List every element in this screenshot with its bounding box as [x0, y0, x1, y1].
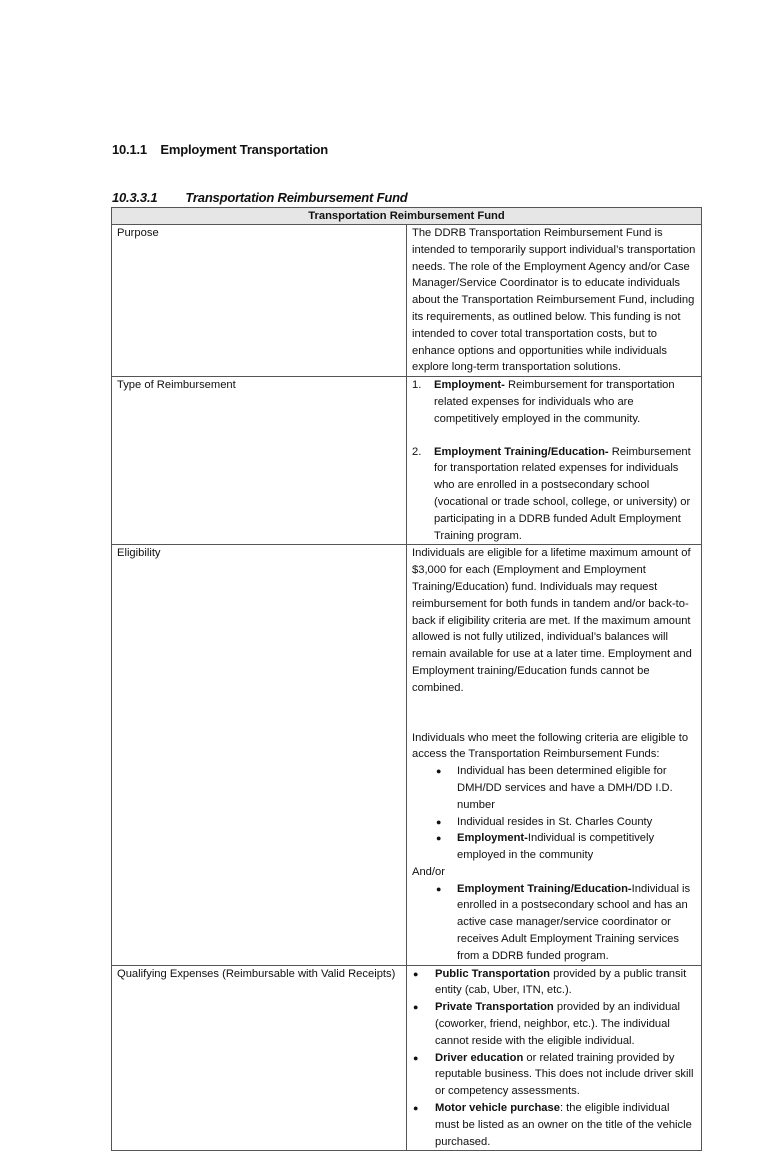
- row-label-qualifying-expenses: Qualifying Expenses (Reimbursable with Valid Receipts): [112, 965, 407, 1151]
- section-number: 10.1.1: [112, 142, 147, 157]
- bullet-icon: ●: [413, 1052, 419, 1063]
- item-text: Reimbursement for transportation related expenses for individuals who are competitively employed in the community.: [434, 379, 675, 425]
- bullet-icon: ●: [436, 833, 442, 844]
- row-label-purpose: Purpose: [112, 225, 407, 377]
- type-cell: [407, 377, 702, 545]
- item-bold: Employment-: [434, 379, 505, 392]
- bullet-icon: ●: [413, 968, 419, 979]
- list-item: [412, 377, 696, 427]
- bullet-icon: ●: [413, 1103, 419, 1114]
- purpose-paragraph: The DDRB Transportation Reimbursement Fund is intended to temporarily support individual’s transportation needs. The role of the Employment Agency and/or Case Manager/Service Coordinator is to educate individuals about the Transportation Reimbursement Fund, including its requirements, as outlined below. This funding is not intended to cover total transportation costs, but to enhance options and opportunities while individuals explore long-term transportation solutions.: [412, 227, 696, 374]
- eligibility-criteria-list: [412, 763, 696, 864]
- table-row-type: [112, 377, 702, 545]
- reimbursement-fund-table: [111, 207, 702, 1151]
- subsection-heading-reimbursement-fund: [112, 190, 408, 205]
- purpose-text: [407, 225, 702, 377]
- eligibility-cell: [407, 545, 702, 965]
- bullet-icon: ●: [413, 1002, 419, 1013]
- row-label-type: Type of Reimbursement: [112, 377, 407, 545]
- list-item: ● Private Transportation provided by an individual (coworker, friend, neighbor, etc.). The individual cannot reside with the eligible individual.: [413, 1001, 681, 1047]
- list-number: 1.: [412, 379, 422, 392]
- subsection-number: 10.3.3.1: [112, 190, 158, 205]
- eligibility-paragraph-1: Individuals are eligible for a lifetime maximum amount of $3,000 for each (Employment and Employment Training/Education) fund. Individuals may request reimbursement for both funds in tandem and/or back-to-back if eligibility criteria are met. If the maximum amount allowed is not fully utilized, individual’s balances will remain available for use at a later time. Employment and Employment training/Education funds cannot be combined.: [412, 547, 692, 694]
- bullet-icon: ●: [436, 816, 442, 827]
- table-header: Transportation Reimbursement Fund: [112, 208, 702, 225]
- table-row-eligibility: [112, 545, 702, 965]
- eligibility-criteria-list-2: [412, 881, 696, 965]
- qualifying-cell: [407, 965, 702, 1151]
- table-row-purpose: [112, 225, 702, 377]
- and-or-text: And/or: [412, 865, 445, 878]
- item-text: Reimbursement for transportation related expenses for individuals who are enrolled in a postsecondary school (vocational or trade school, college, or university) or participating in a DDRB funded Adult Employment Training program.: [434, 445, 691, 542]
- list-item: ● Employment Training/Education-Individual is enrolled in a postsecondary school and has an active case manager/service coordinator or receives Adult Employment Training services from a DDRB funded program.: [436, 882, 691, 962]
- bullet-icon: ●: [436, 883, 442, 894]
- eligibility-paragraph-2: Individuals who meet the following criteria are eligible to access the Transportation Reimbursement Funds:: [412, 731, 689, 761]
- list-item: ● Employment-Individual is competitively employed in the community: [436, 832, 655, 862]
- list-item: ● Motor vehicle purchase: the eligible individual must be listed as an owner on the title of the vehicle purchased.: [413, 1102, 692, 1148]
- table-header-row: [112, 208, 702, 225]
- type-list: [412, 377, 696, 544]
- item-bold: Employment Training/Education-: [434, 445, 609, 458]
- list-item: ● Individual has been determined eligible for DMH/DD services and have a DMH/DD I.D. number: [436, 765, 673, 811]
- row-label-eligibility: Eligibility: [112, 545, 407, 965]
- table-row-qualifying-expenses: [112, 965, 702, 1151]
- list-number: 2.: [412, 445, 422, 458]
- list-item: ● Public Transportation provided by a public transit entity (cab, Uber, ITN, etc.).: [413, 967, 687, 997]
- list-item: ● Driver education or related training provided by reputable business. This does not include driver skill or competency assessments.: [413, 1051, 694, 1098]
- qualifying-expenses-list: [412, 966, 696, 1151]
- subsection-title: Transportation Reimbursement Fund: [185, 190, 408, 205]
- list-item: [412, 444, 696, 545]
- list-item: ● Individual resides in St. Charles County: [412, 814, 696, 831]
- section-title: Employment Transportation: [160, 142, 329, 157]
- section-heading-employment-transportation: [112, 142, 328, 157]
- bullet-icon: ●: [436, 766, 442, 777]
